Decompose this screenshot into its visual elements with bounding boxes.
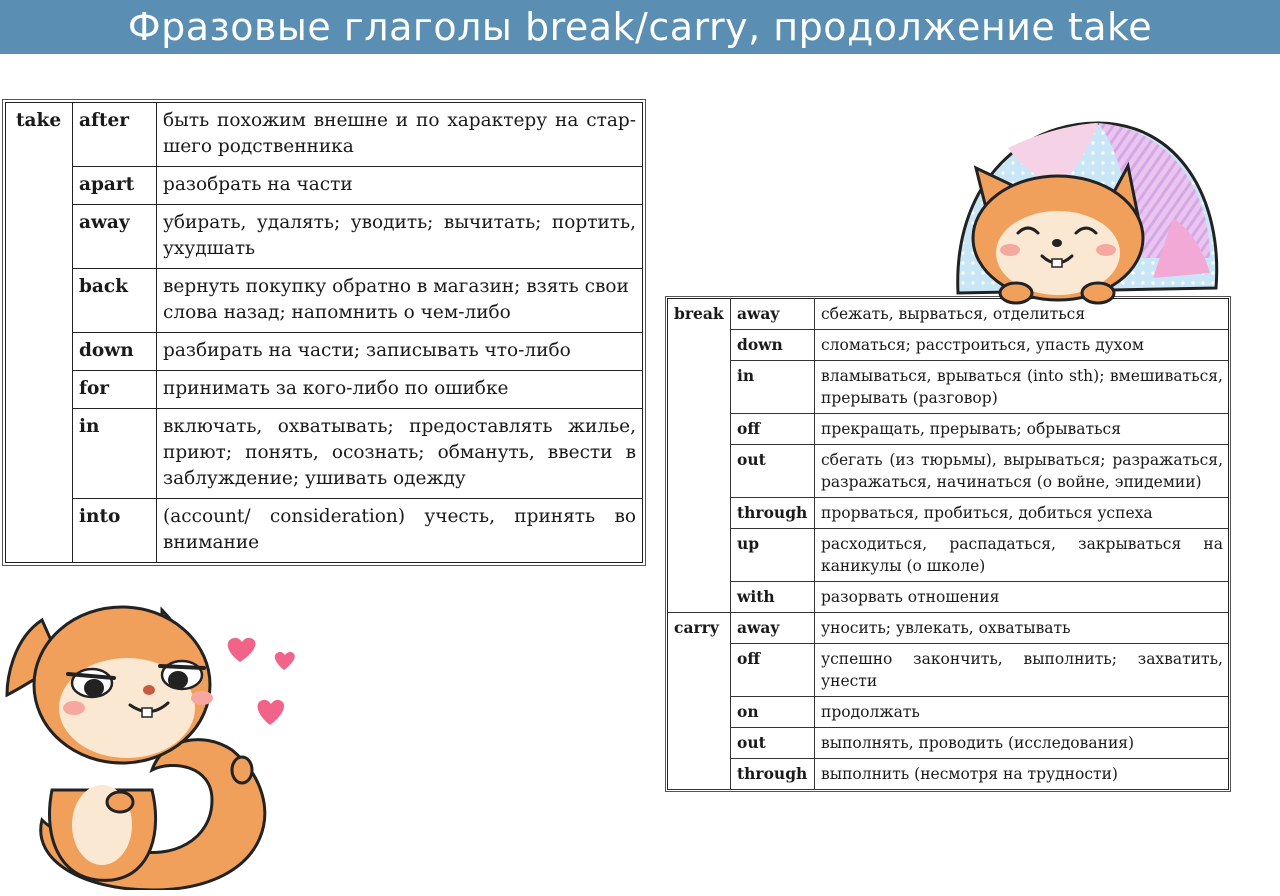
particle-cell: down bbox=[73, 333, 157, 371]
particle-cell: into bbox=[73, 499, 157, 563]
table-row bbox=[668, 697, 1229, 728]
table-row bbox=[668, 445, 1229, 498]
meaning-cell: включать, охватывать; предоставлять жилье, приют; понять, осознать; обмануть, ввести в заблуждение; ушивать одежду bbox=[157, 409, 643, 499]
meaning-cell: разобрать на части bbox=[157, 167, 643, 205]
table-row bbox=[668, 582, 1229, 613]
meaning-cell: расходиться, распадаться, закрываться на каникулы (о школе) bbox=[815, 529, 1229, 582]
particle-cell: through bbox=[731, 498, 815, 529]
particle-cell: off bbox=[731, 414, 815, 445]
table-row bbox=[668, 529, 1229, 582]
meaning-cell: вламываться, врываться (into sth); вмешиваться, прерывать (разговор) bbox=[815, 361, 1229, 414]
meaning-cell: сломаться; расстроиться, упасть духом bbox=[815, 330, 1229, 361]
take-table bbox=[5, 102, 643, 563]
table-row bbox=[6, 103, 643, 167]
meaning-cell: сбегать (из тюрьмы), вырываться; разражаться, разражаться, начинаться (о войне, эпидемии) bbox=[815, 445, 1229, 498]
verb-cell: break bbox=[668, 299, 731, 613]
particle-cell: through bbox=[731, 759, 815, 790]
table-row bbox=[6, 167, 643, 205]
particle-cell: out bbox=[731, 445, 815, 498]
table-row bbox=[668, 759, 1229, 790]
heart-icons bbox=[228, 638, 295, 725]
particle-cell: away bbox=[731, 613, 815, 644]
meaning-cell: сбежать, вырваться, отделиться bbox=[815, 299, 1229, 330]
break-carry-table bbox=[667, 298, 1229, 790]
table-row bbox=[668, 644, 1229, 697]
particle-cell: for bbox=[73, 371, 157, 409]
particle-cell: away bbox=[731, 299, 815, 330]
particle-cell: in bbox=[73, 409, 157, 499]
table-row bbox=[668, 728, 1229, 759]
meaning-cell: продолжать bbox=[815, 697, 1229, 728]
heart-icon bbox=[275, 652, 295, 670]
heart-icon bbox=[228, 638, 256, 662]
meaning-cell: (account/ consideration) учесть, принять во внимание bbox=[157, 499, 643, 563]
meaning-cell: разбирать на части; записывать что-либо bbox=[157, 333, 643, 371]
particle-cell: up bbox=[731, 529, 815, 582]
table-row bbox=[6, 269, 643, 333]
squirrel-head bbox=[973, 166, 1143, 300]
particle-cell: down bbox=[731, 330, 815, 361]
table-row bbox=[6, 409, 643, 499]
table-row bbox=[6, 333, 643, 371]
table-row bbox=[668, 613, 1229, 644]
heart-icon bbox=[258, 700, 285, 725]
break-carry-table-frame bbox=[665, 296, 1231, 792]
table-row bbox=[668, 361, 1229, 414]
meaning-cell: выполнять, проводить (исследования) bbox=[815, 728, 1229, 759]
particle-cell: off bbox=[731, 644, 815, 697]
table-row bbox=[668, 498, 1229, 529]
take-table-frame bbox=[2, 99, 646, 566]
table-row bbox=[6, 371, 643, 409]
meaning-cell: принимать за кого-либо по ошибке bbox=[157, 371, 643, 409]
particle-cell: with bbox=[731, 582, 815, 613]
meaning-cell: быть похожим внешне и по характеру на стар-шего родственника bbox=[157, 103, 643, 167]
meaning-cell: разорвать отношения bbox=[815, 582, 1229, 613]
meaning-cell: убирать, удалять; уводить; вычитать; портить, ухудшать bbox=[157, 205, 643, 269]
squirrel-head bbox=[7, 607, 213, 763]
meaning-cell: прекращать, прерывать; обрываться bbox=[815, 414, 1229, 445]
squirrel-in-shell-illustration bbox=[948, 108, 1228, 308]
particle-cell: after bbox=[73, 103, 157, 167]
squirrel-with-hearts-illustration bbox=[2, 590, 302, 890]
verb-cell: carry bbox=[668, 613, 731, 790]
table-row bbox=[6, 499, 643, 563]
table-row bbox=[6, 205, 643, 269]
particle-cell: back bbox=[73, 269, 157, 333]
particle-cell: in bbox=[731, 361, 815, 414]
meaning-cell: прорваться, пробиться, добиться успеха bbox=[815, 498, 1229, 529]
table-row bbox=[668, 414, 1229, 445]
meaning-cell: вернуть покупку обратно в магазин; взять свои слова назад; напомнить о чем-либо bbox=[157, 269, 643, 333]
particle-cell: apart bbox=[73, 167, 157, 205]
title-banner bbox=[0, 0, 1280, 54]
table-row bbox=[668, 330, 1229, 361]
particle-cell: away bbox=[73, 205, 157, 269]
meaning-cell: выполнить (несмотря на трудности) bbox=[815, 759, 1229, 790]
page-title: Фразовые глаголы break/carry, продолжение take bbox=[127, 5, 1153, 49]
meaning-cell: уносить; увлекать, охватывать bbox=[815, 613, 1229, 644]
meaning-cell: успешно закончить, выполнить; захватить, унести bbox=[815, 644, 1229, 697]
particle-cell: on bbox=[731, 697, 815, 728]
verb-cell: take bbox=[6, 103, 73, 563]
particle-cell: out bbox=[731, 728, 815, 759]
